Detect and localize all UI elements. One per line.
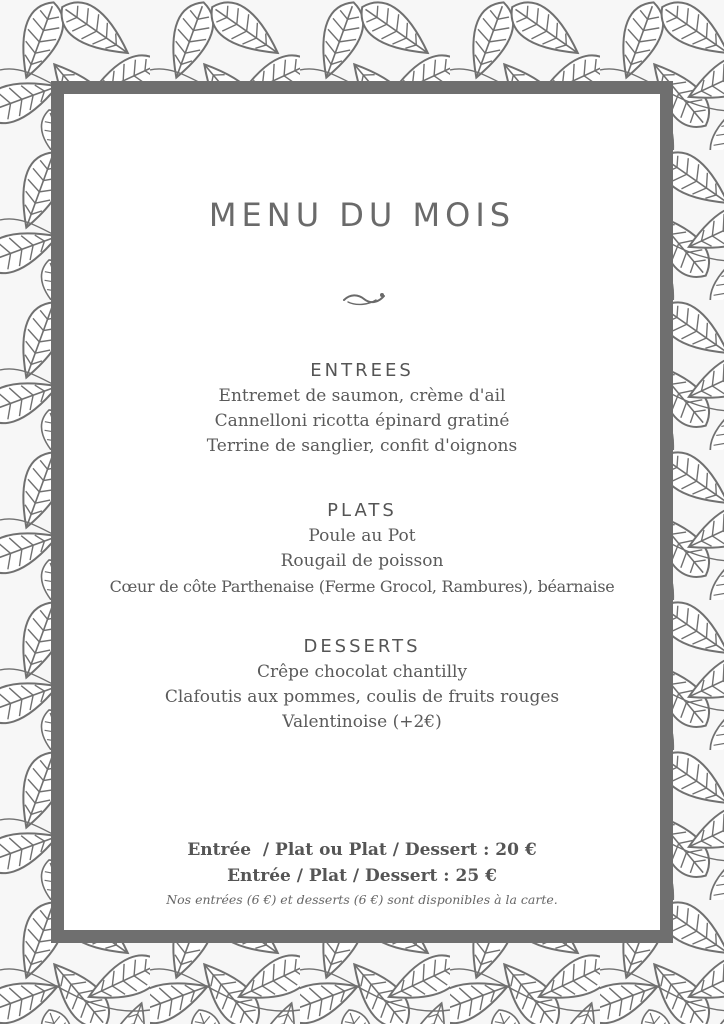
price-formula-20: Entrée / Plat ou Plat / Dessert : 20 €: [187, 840, 537, 860]
menu-item: Clafoutis aux pommes, coulis de fruits rouges: [164, 687, 560, 707]
menu-item: Crêpe chocolat chantilly: [256, 662, 468, 682]
menu-item: Rougail de poisson: [280, 551, 444, 571]
menu-item: Terrine de sanglier, confit d'oignons: [206, 436, 518, 456]
price-block: [44, 837, 680, 911]
menu-item: Poule au Pot: [308, 526, 416, 546]
menu-item: Cœur de côte Parthenaise (Ferme Grocol, Rambures), béarnaise: [109, 577, 615, 596]
section-entrees: [24, 359, 700, 459]
flourish-icon: [342, 288, 386, 308]
menu-content: [64, 94, 660, 930]
menu-item: Entremet de saumon, crème d'ail: [218, 386, 506, 406]
price-formula-25: Entrée / Plat / Dessert : 25 €: [227, 866, 497, 886]
section-title-entrees: ENTREES: [310, 360, 414, 381]
section-desserts: [24, 635, 700, 735]
a-la-carte-note: Nos entrées (6 €) et desserts (6 €) sont disponibles à la carte.: [166, 892, 558, 907]
menu-item: Cannelloni ricotta épinard gratiné: [214, 411, 510, 431]
menu-frame: [51, 81, 673, 943]
section-title-desserts: DESSERTS: [303, 636, 421, 657]
section-plats: [24, 499, 700, 599]
menu-title: MENU DU MOIS: [208, 196, 516, 234]
section-title-plats: PLATS: [327, 500, 397, 521]
menu-item: Valentinoise (+2€): [282, 712, 442, 732]
